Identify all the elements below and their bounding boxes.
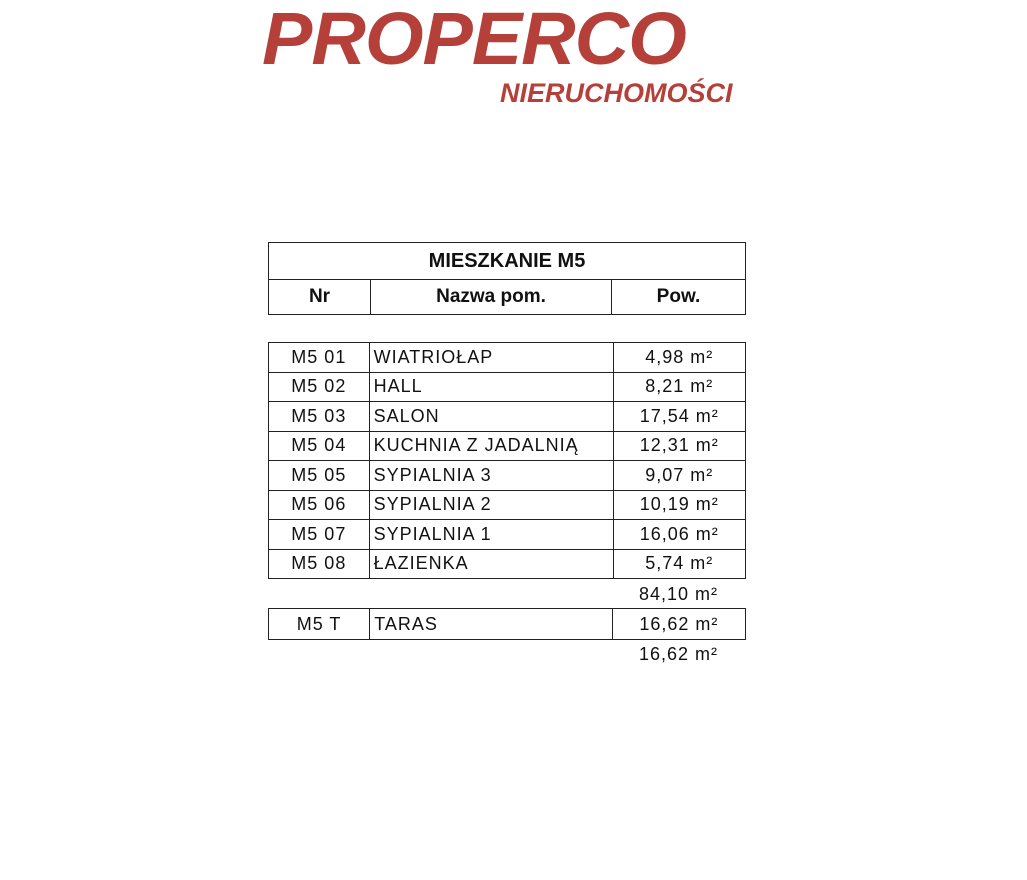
room-area: 12,31 m² (613, 431, 745, 461)
room-area: 8,21 m² (613, 372, 745, 402)
room-area: 4,98 m² (613, 343, 745, 373)
table-row (269, 490, 746, 520)
table-row (269, 549, 746, 579)
room-area: 17,54 m² (613, 402, 745, 432)
terrace-total-area: 16,62 m² (638, 644, 719, 664)
table-row (269, 461, 746, 491)
room-area: 9,07 m² (613, 461, 745, 491)
room-name: WIATRIOŁAP (369, 343, 613, 373)
table-row (269, 609, 746, 640)
room-name: KUCHNIA Z JADALNIĄ (369, 431, 613, 461)
table-row (269, 372, 746, 402)
room-nr: M5 03 (269, 402, 370, 432)
room-nr: M5 08 (269, 549, 370, 579)
rooms-table (268, 342, 746, 579)
room-nr: M5 05 (269, 461, 370, 491)
terrace-name: TARAS (370, 609, 613, 640)
table-row (269, 431, 746, 461)
brand-logo: PROPERCO (262, 0, 686, 80)
rooms-total-area: 84,10 m² (638, 584, 719, 604)
terrace-table (268, 608, 746, 640)
room-nr: M5 07 (269, 520, 370, 550)
room-name: SYPIALNIA 3 (369, 461, 613, 491)
table-row (269, 343, 746, 373)
room-name: SALON (369, 402, 613, 432)
room-name: ŁAZIENKA (369, 549, 613, 579)
apartment-header-table (268, 242, 746, 315)
room-name: SYPIALNIA 1 (369, 520, 613, 550)
room-area: 5,74 m² (613, 549, 745, 579)
brand-logo-subtitle: NIERUCHOMOŚCI (500, 78, 733, 108)
room-nr: M5 04 (269, 431, 370, 461)
table-row (269, 520, 746, 550)
apartment-title: MIESZKANIE M5 (269, 243, 746, 280)
room-nr: M5 02 (269, 372, 370, 402)
room-nr: M5 01 (269, 343, 370, 373)
header-area: Pow. (612, 280, 746, 315)
table-row (269, 402, 746, 432)
room-area: 16,06 m² (613, 520, 745, 550)
terrace-nr: M5 T (269, 609, 370, 640)
room-nr: M5 06 (269, 490, 370, 520)
terrace-area: 16,62 m² (612, 609, 745, 640)
room-area: 10,19 m² (613, 490, 745, 520)
header-room-name: Nazwa pom. (371, 280, 612, 315)
header-nr: Nr (269, 280, 371, 315)
room-name: HALL (369, 372, 613, 402)
room-name: SYPIALNIA 2 (369, 490, 613, 520)
